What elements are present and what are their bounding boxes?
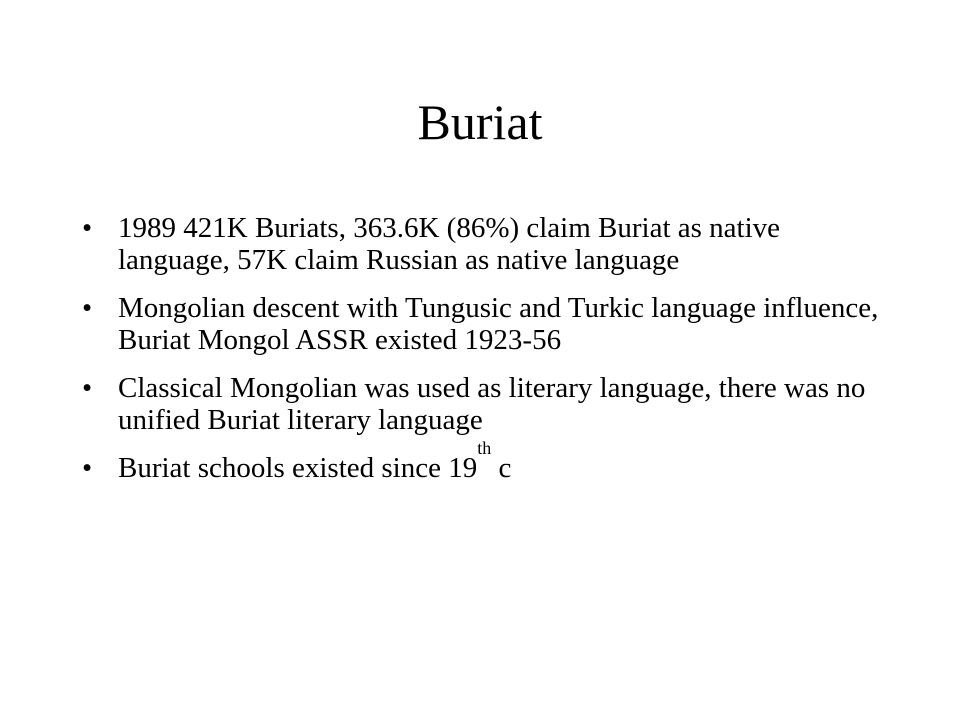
slide-title: Buriat (417, 94, 543, 150)
bullet-text: Mongolian descent with Tungusic and Turkic language influence, Buriat Mongol ASSR existed 1923-56 (118, 292, 879, 356)
bullet-symbol: • (82, 212, 93, 244)
bullet-text: Classical Mongolian was used as literary language, there was no unified Buriat literary language (118, 372, 866, 436)
bullet-list (82, 212, 882, 500)
bullet-text (118, 438, 512, 484)
bullet-item (82, 438, 882, 484)
bullet-text: 1989 421K Buriats, 363.6K (86%) claim Buriat as native language, 57K claim Russian as native language (118, 212, 781, 276)
bullet-text-suffix: c (491, 452, 512, 484)
bullet-item (82, 372, 882, 436)
bullet-text-main: Buriat schools existed since 19 (118, 452, 478, 484)
bullet-item (82, 292, 882, 356)
bullet-symbol: • (82, 372, 93, 404)
ordinal-superscript: th (477, 438, 492, 458)
bullet-symbol: • (82, 292, 93, 324)
bullet-symbol: • (82, 452, 93, 484)
bullet-item (82, 212, 882, 276)
